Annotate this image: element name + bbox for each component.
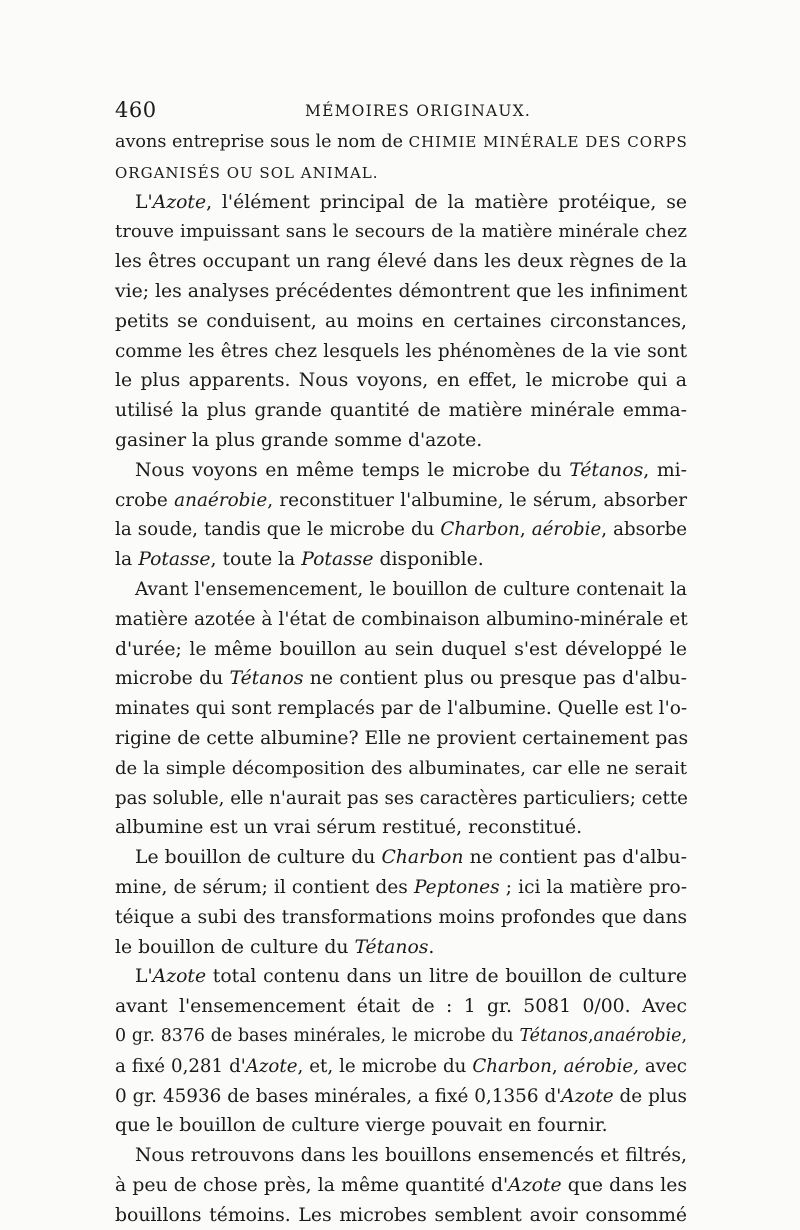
text-line: trouve impuissant sans le secours de la matière minérale chez	[115, 221, 687, 243]
text-line: pas soluble, elle n'aurait pas ses caractères particuliers; cette	[115, 787, 688, 809]
text-line: rigine de cette albumine? Elle ne provient certainement pas	[115, 727, 689, 749]
page-number: 460	[115, 98, 157, 122]
text-line: a fixé 0,281 d'Azote, et, le microbe du Charbon, aérobie, avec	[115, 1055, 687, 1077]
text-line: avant l'ensemencement était de : 1 gr. 5081 0/00. Avec	[115, 996, 687, 1018]
text-line: Nous voyons en même temps le microbe du Tétanos, mi-	[135, 459, 687, 481]
text-line: utilisé la plus grande quantité de matière minérale emma-	[115, 400, 687, 422]
text-line: le bouillon de culture du Tétanos.	[115, 936, 435, 958]
text-line: L'Azote, l'élément principal de la matière protéique, se	[135, 191, 687, 213]
text-line: avons entreprise sous le nom de CHIMIE MINÉRALE DES CORPS	[115, 132, 688, 152]
text-line: Avant l'ensemencement, le bouillon de culture contenait la	[135, 578, 687, 600]
text-line: comme les êtres chez lesquels les phénomènes de la vie sont	[115, 340, 687, 362]
text-line: bouillons témoins. Les microbes semblent avoir consommé	[115, 1204, 687, 1226]
text-line: Nous retrouvons dans les bouillons ensemencés et filtrés,	[135, 1145, 687, 1167]
text-line: que le bouillon de culture vierge pouvait en fournir.	[115, 1115, 608, 1137]
text-line: L'Azote total contenu dans un litre de bouillon de culture	[135, 966, 687, 988]
body-text	[115, 128, 687, 1230]
text-line: albumine est un vrai sérum restitué, reconstitué.	[115, 817, 583, 839]
running-title: MÉMOIRES ORIGINAUX.	[305, 102, 532, 120]
text-line: la Potasse, toute la Potasse disponible.	[115, 549, 484, 571]
text-line: téique a subi des transformations moins profondes que dans	[115, 906, 687, 928]
text-line: minates qui sont remplacés par de l'albumine. Quelle est l'o-	[115, 698, 688, 720]
text-line: les êtres occupant un rang élevé dans les deux règnes de la	[115, 251, 687, 273]
text-line: la soude, tandis que le microbe du Charbon, aérobie, absorbe	[115, 519, 687, 541]
text-line: 0 gr. 45936 de bases minérales, a fixé 0,1356 d'Azote de plus	[115, 1085, 688, 1107]
text-line: le plus apparents. Nous voyons, en effet, le microbe qui a	[115, 370, 687, 392]
text-line: de la simple décomposition des albuminates, car elle ne serait	[115, 757, 687, 779]
text-line: gasiner la plus grande somme d'azote.	[115, 429, 483, 451]
text-line: Le bouillon de culture du Charbon ne contient pas d'albu-	[135, 847, 687, 869]
text-line: d'urée; le même bouillon au sein duquel s'est développé le	[115, 638, 687, 660]
text-line: matière azotée à l'état de combinaison albumino-minérale et	[115, 608, 688, 630]
text-line: crobe anaérobie, reconstituer l'albumine, le sérum, absorber	[115, 489, 687, 511]
text-line: petits se conduisent, au moins en certaines circonstances,	[115, 310, 687, 332]
text-line: ORGANISÉS OU SOL ANIMAL.	[115, 163, 379, 182]
text-line: mine, de sérum; il contient des Peptones ; ici la matière pro-	[115, 876, 687, 898]
text-line: à peu de chose près, la même quantité d'Azote que dans les	[115, 1174, 687, 1196]
text-line: microbe du Tétanos ne contient plus ou presque pas d'albu-	[115, 668, 687, 690]
page-header	[115, 98, 687, 124]
text-line: 0 gr. 8376 de bases minérales, le microbe du Tétanos,anaérobie,	[115, 1025, 687, 1046]
text-line: vie; les analyses précédentes démontrent que les infiniment	[115, 280, 688, 302]
